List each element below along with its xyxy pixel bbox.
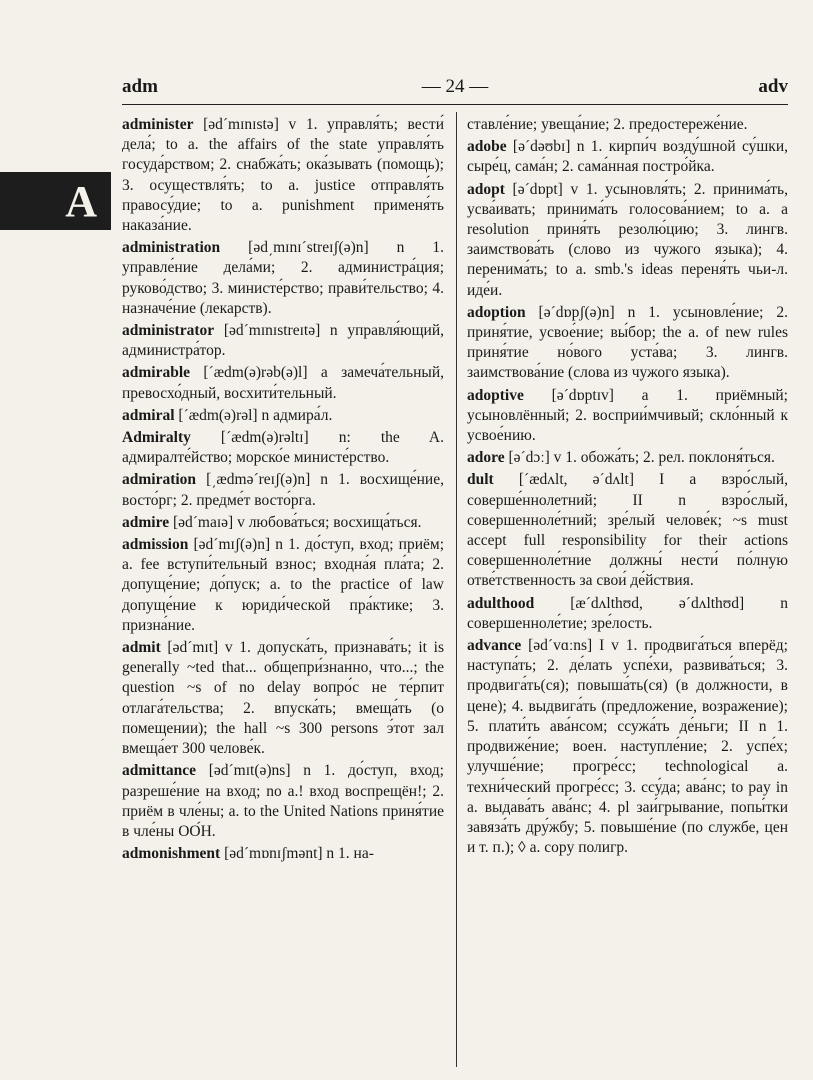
entry-headword: admit — [122, 639, 161, 657]
right-column — [467, 115, 788, 860]
entry-headword: administrator — [122, 322, 215, 340]
dictionary-entry — [122, 761, 444, 842]
entry-headword: adore — [467, 449, 505, 467]
entry-definition: [ə´dɒpt] v 1. усыновля́ть; 2. принима́ть, усва́ивать; принима́ть голосова́нием; to a. a resolution приня́ть резолю́цию; 3. лингв. заимствова́ть (слово из чужого языка); 4. перенима́ть; to a. smb.'s ideas переня́ть чьи-л. иде́и. — [467, 180, 788, 299]
entry-definition: [´ædm(ə)rəltɪ] n: the A. адмиралте́йство; морско́е министе́рство. — [122, 429, 444, 467]
column-divider — [456, 112, 457, 1067]
dictionary-entry — [122, 535, 444, 636]
entry-definition: [æ´dʌlthʊd, ə´dʌlthʊd] n совершенноле́тие; зре́лость. — [467, 594, 788, 632]
dictionary-entry — [122, 638, 444, 759]
entry-definition: [´ædm(ə)rəl] n адмира́л. — [174, 406, 333, 424]
dictionary-entry — [467, 303, 788, 384]
dictionary-entry — [467, 636, 788, 858]
entry-headword: admission — [122, 536, 189, 554]
entry-headword: admire — [122, 513, 170, 531]
thumb-letter: A — [65, 176, 97, 226]
entry-definition: [əd͵mɪnɪ´streɪʃ(ə)n] n 1. управле́ние дела́ми; 2. администра́ция; руково́дство; 3. министе́рство; прави́тельство; 4. назначе́ние (лекарств). — [122, 239, 444, 317]
entry-definition: [əd´mɒnɪʃmənt] n 1. на- — [220, 845, 374, 863]
left-column — [122, 115, 444, 866]
dictionary-entry — [467, 594, 788, 634]
header-rule — [122, 104, 788, 105]
letter-thumb-index — [0, 172, 111, 230]
entry-definition: ставле́ние; увеща́ние; 2. предостереже́ние. — [467, 116, 748, 133]
entry-headword: administration — [122, 239, 221, 257]
entry-headword: adoptive — [467, 386, 524, 404]
entry-headword: adopt — [467, 180, 505, 198]
entry-headword: dult — [467, 471, 494, 489]
entry-headword: admirable — [122, 364, 191, 382]
dictionary-entry — [122, 115, 444, 236]
entry-definition: [´ædʌlt, ə´dʌlt] I a взро́слый, соверше́ннолетний; II n взро́слый, совершенноле́тний; зре́лый челове́к; ~s must accept full responsibility for their actions совершенноле́тние должны́ нести́ по́лную отве́тственность за свои́ де́йствия. — [467, 471, 788, 590]
entry-headword: admiral — [122, 406, 175, 424]
dictionary-entry — [467, 137, 788, 177]
entry-definition: [əd´mɪnɪstə] v 1. управля́ть; вести́ дела́; to a. the affairs of the state управля́ть госуда́рством; 2. снабжа́ть; ока́зывать (помощь); 3. осуществля́ть; to a. justice отправля́ть правосу́дие; to a. punishment применя́ть наказа́ние. — [122, 116, 444, 235]
entry-definition: [͵ædmə´reɪʃ(ə)n] n 1. восхище́ние, восто́рг; 2. предме́т восто́рга. — [122, 471, 444, 509]
entry-headword: adobe — [467, 138, 507, 156]
dictionary-entry — [122, 428, 444, 468]
entry-definition: [ə´dɒptɪv] a 1. приёмный; усыновлённый; 2. восприи́мчивый; скло́нный к усвое́нию. — [467, 386, 788, 445]
dictionary-entry — [122, 406, 444, 426]
entry-definition: [əd´mɪt(ə)ns] n 1. до́ступ, вход; разреше́ние на вход; no a.! вход воспрещён!; 2. приём в чле́ны; a. to the United Nations приня́тие в чле́ны ОО́Н. — [122, 762, 444, 840]
dictionary-entry — [467, 470, 788, 591]
dictionary-entry — [122, 844, 444, 864]
dictionary-entry — [467, 180, 788, 301]
dictionary-entry — [467, 448, 788, 468]
dictionary-entry — [467, 115, 788, 135]
dictionary-entry — [122, 470, 444, 510]
entry-definition: [əd´maɪə] v любова́ться; восхища́ться. — [169, 513, 422, 531]
entry-definition: [əd´vɑːns] I v 1. продвига́ться вперёд; наступа́ть; 2. де́лать успе́хи, развива́ться; 3. продвига́ть(ся); повыша́ть(ся) (в должности, в цене); 4. выдвига́ть (предложение, возражение); 5. плати́ть ава́нсом; ссужа́ть де́ньги; II n 1. продвиже́ние; воен. наступле́ние; 2. успе́х; улучше́ние; прогре́сс; technological a. техни́ческий прогре́сс; 3. ссу́да; ава́нс; to pay in a. выдава́ть ава́нс; 4. pl заи́грывание, попы́тки завяза́ть дру́жбу; 5. повыше́ние (по службе, цен и т. п.); ◊ a. copy полигр. — [467, 637, 788, 857]
entry-headword: adoption — [467, 303, 526, 321]
dictionary-entry — [122, 513, 444, 533]
dictionary-entry — [122, 321, 444, 361]
entry-definition: [əd´mɪt] v 1. допуска́ть, признава́ть; it is generally ~ted that... общепри́знанно, что...; the question ~s of no delay вопро́с не те́рпит отлага́тельства; 2. впуска́ть; вмеща́ть (о помещении); the hall ~s 300 persons э́тот зал вмеща́ет 300 челове́к. — [122, 639, 444, 758]
entry-headword: advance — [467, 637, 522, 655]
entry-definition: [ə´dɔː] v 1. обожа́ть; 2. рел. поклоня́ться. — [504, 449, 775, 467]
dictionary-entry — [122, 238, 444, 319]
left-guide-word: adm — [122, 76, 158, 97]
page-header — [122, 76, 788, 104]
entry-headword: admonishment — [122, 845, 221, 863]
right-guide-word: adv — [758, 76, 788, 97]
page-number: — 24 — — [421, 76, 489, 97]
entry-definition: [ə´dɒpʃ(ə)n] n 1. усыновле́ние; 2. приня́тие, усвое́ние; вы́бор; the a. of new rules приня́тие но́вого уста́ва; 3. лингв. заимствова́ние (слова из чужого языка). — [467, 303, 788, 382]
entry-definition: [əd´mɪʃ(ə)n] n 1. до́ступ, вход; приём; a. fee вступи́тельный взнос; входна́я пла́та; 2. допуще́ние; до́пуск; a. to the practice of law допуще́ние к юриди́ческой пра́ктике; 3. призна́ние. — [122, 536, 444, 634]
entry-headword: adulthood — [467, 594, 535, 612]
entry-headword: administer — [122, 116, 194, 133]
entry-definition: [ə´dəʊbɪ] n 1. кирпи́ч возду́шной су́шки, сыре́ц, сама́н; 2. сама́нная постро́йка. — [467, 138, 788, 176]
dictionary-entry — [467, 386, 788, 447]
entry-headword: Admiralty — [122, 429, 191, 447]
dictionary-entry — [122, 363, 444, 403]
entry-definition: [´ædm(ə)rəb(ə)l] a замеча́тельный, превосхо́дный, восхити́тельный. — [122, 364, 444, 402]
entry-headword: admittance — [122, 762, 197, 780]
entry-definition: [əd´mɪnɪstreɪtə] n управля́ющий, администра́тор. — [122, 322, 444, 360]
entry-headword: admiration — [122, 471, 197, 489]
